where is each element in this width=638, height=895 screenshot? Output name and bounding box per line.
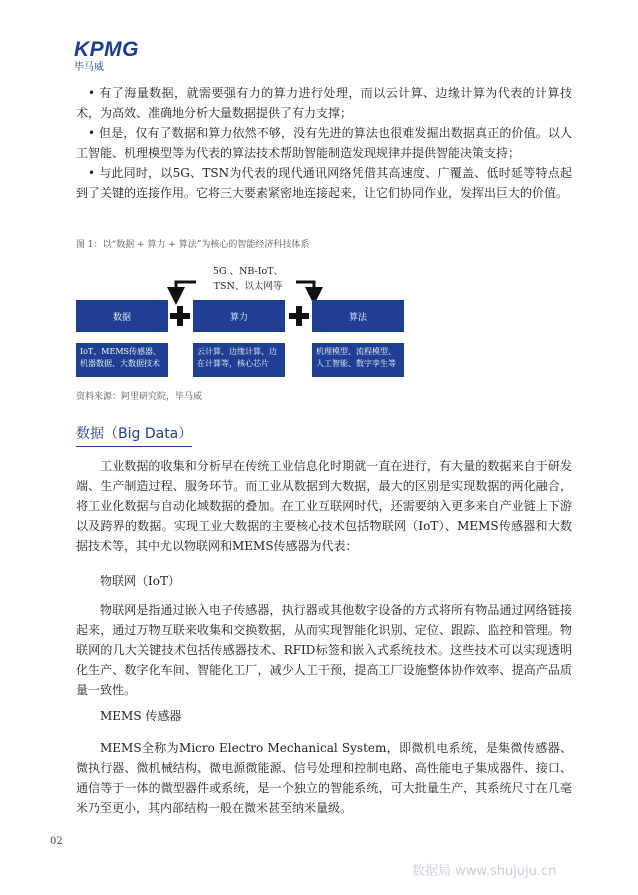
mems-heading: MEMS 传感器	[100, 709, 182, 723]
iot-heading: 物联网（IoT）	[100, 574, 180, 588]
algorithm-box: 算法	[312, 300, 404, 332]
tech-system-diagram	[76, 262, 406, 382]
kpmg-logo	[74, 40, 139, 75]
page-number: 02	[50, 836, 63, 847]
section-intro: 工业数据的收集和分析早在传统工业信息化时期就一直在进行，有大量的数据来自于研发端、生产制造过程、服务环节。而工业从数据到大数据，最大的区别是实现数据的两化融合，将工业化数据与自动化域数据的叠加。在工业互联网时代，还需要纳入更多来自产业链上下游以及跨界的数据。实现工业大数据的主要核心技术包括物联网（IoT）、MEMS传感器和大数据技术等，其中尤以物联网和MEMS传感器为代表：	[76, 459, 572, 553]
data-detail-box: IoT、MEMS传感器、机器数据、大数据技术	[76, 343, 168, 377]
arrow-left-icon	[176, 282, 196, 296]
arrow-right-icon	[296, 282, 314, 296]
iot-paragraph: 物联网是指通过嵌入电子传感器，执行器或其他数字设备的方式将所有物品通过网络链接起来，通过万物互联来收集和交换数据，从而实现智能化识别、定位、跟踪、监控和管理。物联网的几大关键技术包括传感器技术、RFID标签和嵌入式系统技术。这些技术可以实现透明化生产、数字化车间、智能化工厂，减少人工干预，提高工厂设施整体协作效率、提高产品质量一致性。	[76, 603, 572, 697]
section-title: 数据（Big Data）	[76, 423, 192, 447]
algorithm-detail-box: 机理模型、流程模型、人工智能、数字孪生等	[312, 343, 404, 377]
compute-detail-box: 云计算、边缘计算、边在计算等，核心芯片	[193, 343, 285, 377]
compute-box: 算力	[193, 300, 285, 332]
bullet-item: • 但是，仅有了数据和算力依然不够，没有先进的算法也很难发掘出数据真正的价值。以人工智能、机理模型等为代表的算法技术帮助智能制造发现规律并提供智能决策支持；	[76, 126, 572, 160]
plus-icon	[289, 306, 309, 326]
mems-paragraph: MEMS全称为Micro Electro Mechanical System，即微机电系统，是集微传感器、微执行器、微机械结构、微电源微能源、信号处理和控制电路、高性能电子集成器件、接口、通信等于一体的微型器件或系统，是一个独立的智能系统，可大批量生产，其系统尺寸在几毫米乃至更小，其内部结构一般在微米甚至纳米量级。	[76, 741, 572, 815]
protocols-line: TSN、以太网等	[213, 281, 283, 292]
protocols-line: 5G 、NB-IoT、	[212, 266, 284, 277]
figure-source: 资料来源：阿里研究院，毕马威	[76, 392, 203, 402]
watermark: 数据局 www.shujuju.cn	[412, 864, 557, 879]
bullet-item: • 与此同时，以5G、TSN为代表的现代通讯网络凭借其高速度、广覆盖、低时延等特点起到了关键的连接作用。它将三大要素紧密地连接起来，让它们协同作业，发挥出巨大的价值。	[76, 166, 572, 200]
logo-subtitle: 毕马威	[74, 62, 104, 73]
figure-caption: 图 1：以“数据 + 算力 + 算法”为核心的智能经济科技体系	[76, 240, 310, 250]
data-box: 数据	[76, 300, 168, 332]
plus-icon	[170, 306, 190, 326]
bullet-list	[76, 83, 572, 203]
bullet-item: • 有了海量数据，就需要强有力的算力进行处理，而以云计算、边缘计算为代表的计算技术，为高效、准确地分析大量数据提供了有力支撑；	[76, 86, 572, 120]
logo-wordmark: KPMG	[74, 38, 139, 61]
